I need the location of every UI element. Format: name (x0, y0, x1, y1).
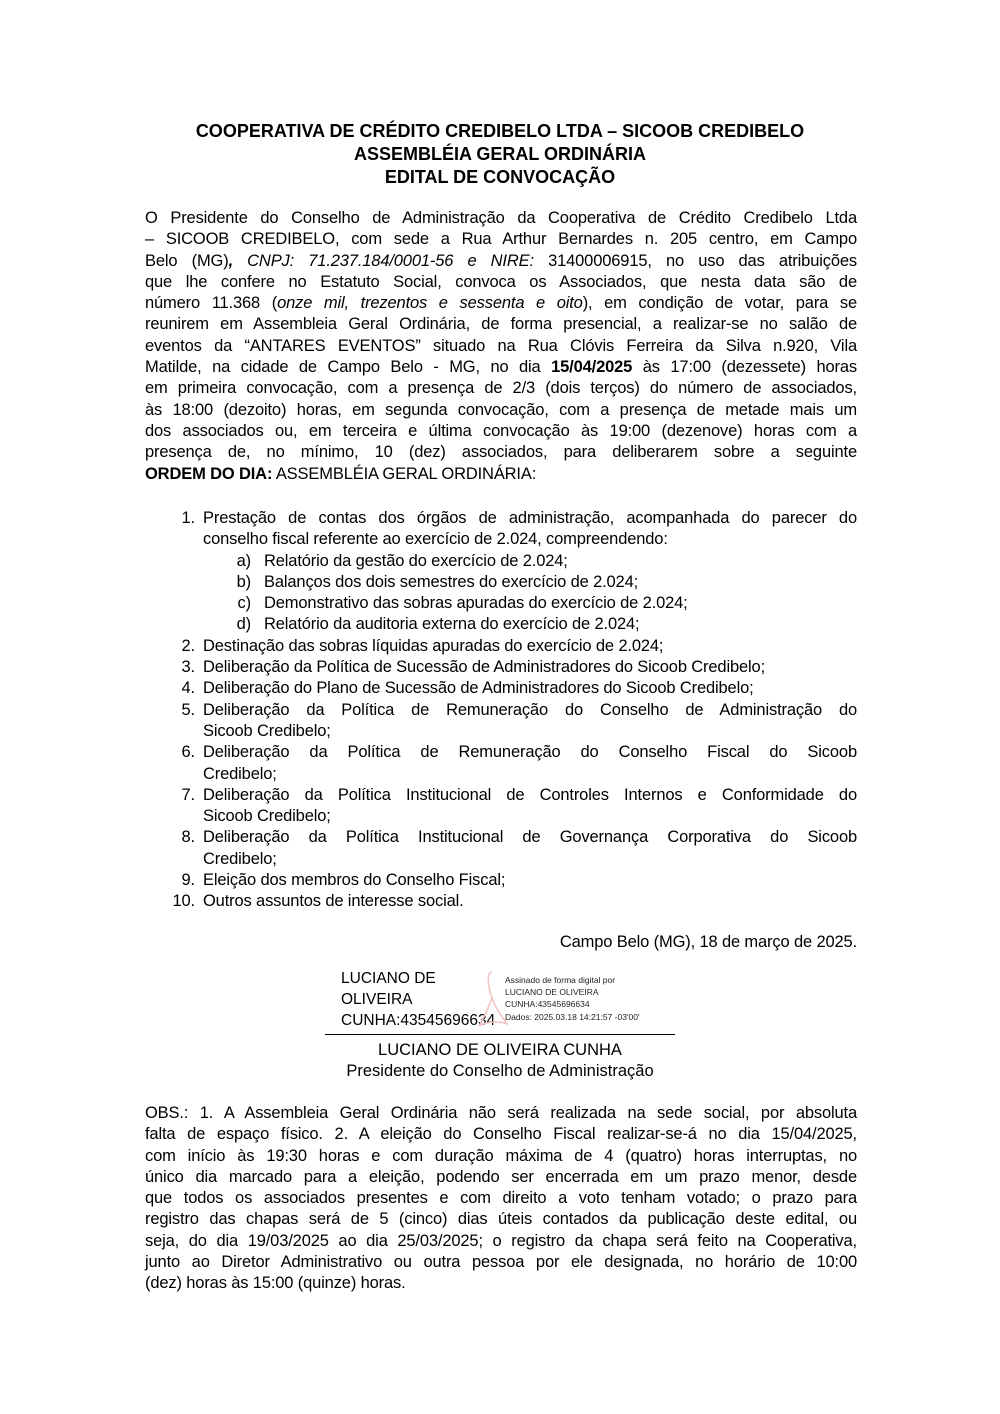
text-segment: dos associados ou, em terceira e última convocação às 19:00 (dezenove) horas com a (145, 421, 857, 440)
sub-item-letter: d) (236, 615, 251, 634)
sub-item-letter: c) (237, 594, 251, 613)
obs-line: único dia marcado para a eleição, podendo ser encerrada em um prazo menor, desde (145, 1167, 857, 1186)
item-text (203, 742, 857, 785)
item-text (203, 870, 857, 891)
item-number: 4. (181, 679, 195, 698)
item-text-line: Destinação das sobras líquidas apuradas do exercício de 2.024; (203, 636, 664, 655)
signature-name-line: CUNHA:43545696634 (341, 1012, 496, 1029)
item-number: 8. (181, 828, 195, 847)
intro-line (145, 442, 857, 463)
item-text-line: Sicoob Credibelo; (203, 807, 331, 826)
sub-item-letter: a) (236, 551, 251, 570)
item-text-line: Deliberação do Plano de Sucessão de Administradores do Sicoob Credibelo; (203, 679, 754, 698)
text-segment: – SICOOB CREDIBELO, com sede a Rua Arthur Bernardes n. 205 centro, em Campo (145, 230, 857, 249)
agenda-item (145, 742, 857, 785)
item-text-line: Deliberação da Política de Remuneração do Conselho de Administração do (203, 700, 857, 719)
agenda-item (145, 700, 857, 743)
text-segment: ), em condição de votar, para se (582, 294, 857, 313)
signature-detail-line: CUNHA:43545696634 (505, 999, 590, 1010)
text-segment: reunirem em Assembleia Geral Ordinária, de forma presencial, a realizar-se no salão de (145, 315, 857, 334)
pdf-signature-watermark-icon (475, 970, 509, 1032)
title-line: COOPERATIVA DE CRÉDITO CREDIBELO LTDA – SICOOB CREDIBELO (195, 121, 805, 141)
sub-item (203, 551, 857, 572)
text-segment: ASSEMBLÉIA GERAL ORDINÁRIA: (272, 464, 537, 483)
obs-line: OBS.: 1. A Assembleia Geral Ordinária não será realizada na sede social, por absoluta (145, 1104, 857, 1122)
title-line: ASSEMBLÉIA GERAL ORDINÁRIA (353, 144, 647, 164)
item-text-line: Credibelo; (203, 849, 277, 868)
item-number: 6. (181, 743, 195, 762)
intro-line (145, 464, 857, 485)
item-text-line: Deliberação da Política Institucional de Governança Corporativa do Sicoob (203, 828, 857, 847)
item-number: 2. (181, 636, 195, 655)
text-segment: às 17:00 (dezessete) horas (632, 358, 857, 377)
agenda-item (145, 657, 857, 678)
item-text-line: Eleição dos membros do Conselho Fiscal; (203, 871, 506, 890)
intro-line (145, 314, 857, 335)
signature-details (505, 974, 640, 1023)
intro-line (145, 251, 857, 272)
item-text (203, 891, 857, 912)
text-segment: eventos da “ANTARES EVENTOS” situado na Rua Clóvis Ferreira da Silva n.920, Vila (145, 336, 857, 355)
item-text (203, 636, 857, 657)
intro-line (145, 272, 857, 293)
signature-detail-line: Dados: 2025.03.18 14:21:57 -03'00' (505, 1011, 640, 1022)
sub-item-text: Relatório da gestão do exercício de 2.024; (264, 551, 568, 570)
item-number: 5. (181, 700, 195, 719)
sub-item-text: Balanços dos dois semestres do exercício de 2.024; (264, 572, 639, 591)
agenda-list (145, 508, 857, 913)
obs-line: falta de espaço físico. 2. A eleição do Conselho Fiscal realizar-se-á no dia 15/04/2025, (145, 1125, 857, 1144)
item-text-line: conselho fiscal referente ao exercício de 2.024, compreendendo: (203, 530, 668, 549)
obs-line: junto ao Diretor Administrativo ou outra pessoa por ele designada, no horário de 10:00 (145, 1253, 857, 1272)
item-text (203, 785, 857, 828)
sub-item-text: Demonstrativo das sobras apuradas do exercício de 2.024; (264, 594, 688, 613)
agenda-item (145, 785, 857, 828)
text-segment: CNPJ: 71.237.184/0001-56 e NIRE: (233, 251, 534, 270)
item-number: 3. (181, 658, 195, 677)
text-segment: Belo (MG) (145, 251, 229, 270)
text-segment: O Presidente do Conselho de Administração da Cooperativa de Crédito Credibelo Ltda (145, 209, 857, 227)
item-text-line: Deliberação da Política Institucional de Controles Internos e Conformidade do (203, 785, 857, 804)
obs-line: seja, do dia 19/03/2025 ao dia 25/03/2025; o registro da chapa será feito na Cooperativa, (145, 1231, 857, 1250)
intro-line (145, 336, 857, 357)
text-segment: em primeira convocação, com a presença de 2/3 (dois terços) do número de associados, (145, 379, 857, 398)
observations (145, 1103, 857, 1295)
intro-line (145, 400, 857, 421)
sub-item-letter: b) (236, 572, 251, 591)
item-text (203, 678, 857, 699)
obs-line: com início às 19:30 horas e com duração máxima de 4 (quatro) horas interruptas, no (145, 1146, 857, 1165)
item-text (203, 700, 857, 743)
text-segment: 15/04/2025 (551, 358, 633, 377)
item-text (203, 657, 857, 678)
intro-line (145, 208, 857, 229)
item-text-line: Prestação de contas dos órgãos de administração, acompanhada do parecer do (203, 509, 857, 527)
item-text (203, 827, 857, 870)
intro-line (145, 378, 857, 399)
item-text-line: Credibelo; (203, 764, 277, 783)
obs-line: registro das chapas será de 5 (cinco) dias úteis contados da publicação deste edital, ou (145, 1210, 857, 1229)
digital-signature (325, 968, 675, 1038)
intro-line (145, 229, 857, 250)
agenda-item (145, 891, 857, 912)
agenda-item (145, 508, 857, 551)
text-segment: número 11.368 ( (145, 294, 278, 313)
obs-line: (dez) horas às 15:00 (quinze) horas. (145, 1274, 406, 1293)
text-segment: , (228, 251, 233, 270)
text-segment: ORDEM DO DIA: (145, 464, 273, 483)
document-title (0, 120, 1000, 189)
item-text-line: Deliberação da Política de Sucessão de Administradores do Sicoob Credibelo; (203, 658, 766, 677)
item-number: 10. (172, 892, 195, 911)
sub-item (203, 572, 857, 593)
intro-paragraph (145, 208, 857, 485)
intro-line (145, 421, 857, 442)
title-line: EDITAL DE CONVOCAÇÃO (384, 167, 616, 187)
obs-line: que todos os associados presentes e com direito a voto tenham votado; o prazo para (145, 1189, 857, 1208)
item-number: 9. (181, 871, 195, 890)
text-segment: que lhe confere no Estatuto Social, convoca os Associados, que nesta data são de (145, 272, 857, 291)
signature-name-line: OLIVEIRA (341, 991, 413, 1008)
signer-role: Presidente do Conselho de Administração (346, 1062, 654, 1080)
agenda-item (145, 827, 857, 870)
text-segment: 31400006915, no uso das atribuições (533, 251, 857, 270)
agenda-item (145, 636, 857, 657)
agenda-item (145, 870, 857, 891)
item-text-line: Outros assuntos de interesse social. (203, 892, 464, 911)
sub-item (203, 614, 857, 635)
item-text (203, 508, 857, 551)
sub-item (203, 593, 857, 614)
sub-item-text: Relatório da auditoria externa do exercício de 2.024; (264, 615, 640, 634)
intro-line (145, 293, 857, 314)
signature-name (341, 968, 495, 1031)
signature-name-line: LUCIANO DE (341, 970, 436, 987)
text-segment: às 18:00 (dezoito) horas, em segunda convocação, com a presença de metade mais um (145, 400, 857, 419)
item-text-line: Deliberação da Política de Remuneração do Conselho Fiscal do Sicoob (203, 743, 857, 762)
item-text-line: Sicoob Credibelo; (203, 721, 331, 740)
agenda-item (145, 678, 857, 699)
signature-detail-line: Assinado de forma digital por (505, 975, 616, 985)
signature-detail-line: LUCIANO DE OLIVEIRA (505, 987, 599, 998)
date-line: Campo Belo (MG), 18 de março de 2025. (559, 933, 857, 951)
text-segment: Matilde, na cidade de Campo Belo - MG, no dia (145, 358, 552, 377)
signature-line (325, 1034, 675, 1035)
item-number: 7. (181, 785, 195, 804)
text-segment: presença de, no mínimo, 10 (dez) associados, para deliberarem sobre a seguinte (145, 443, 857, 462)
intro-line (145, 357, 857, 378)
item-number: 1. (181, 509, 195, 527)
text-segment: onze mil, trezentos e sessenta e oito (277, 294, 583, 313)
signer-name: LUCIANO DE OLIVEIRA CUNHA (378, 1041, 622, 1059)
